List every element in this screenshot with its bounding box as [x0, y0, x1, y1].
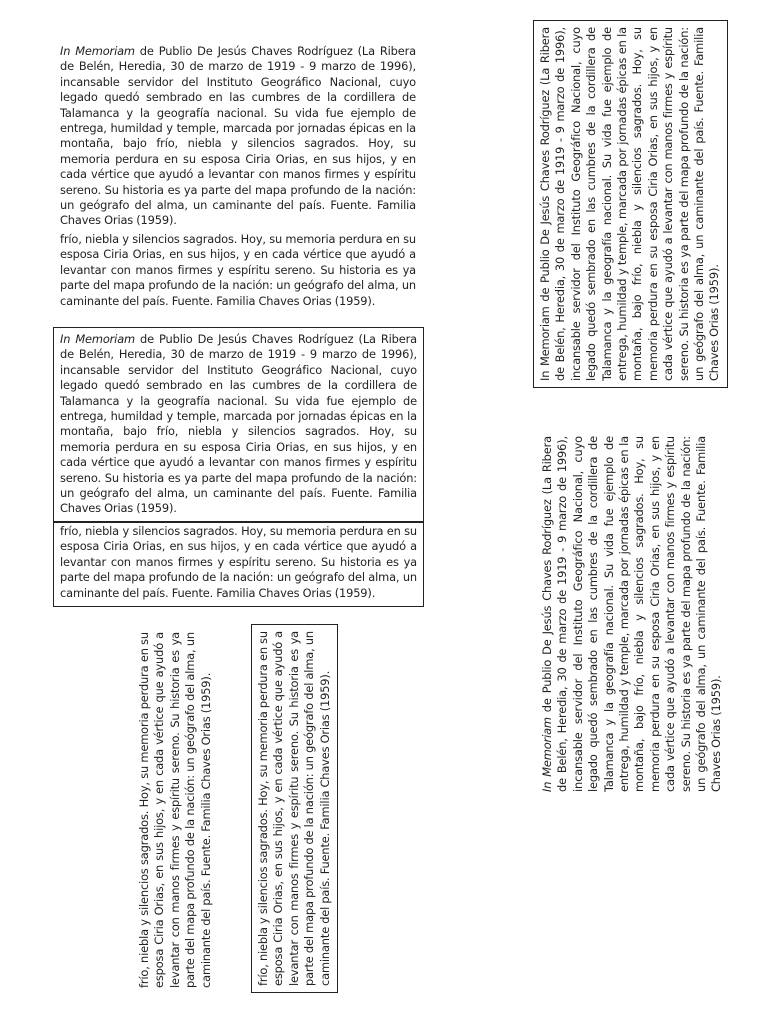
caption-italic-title: In Memoriam [60, 332, 135, 346]
caption-body-text: de Publio De Jesús Chaves Rodríguez (La Ribera de Belén, Heredia, 30 de marzo de 1919 - 9 marzo de 1996), incansable servidor del Instituto Geográfico Nacional, cuyo legado quedó sembrado en las cumbres de la cordillera de Talamanca y la geografía nacional. Su vida fue ejemplo de entrega, humildad y temple, marcada por jornadas épicas en la montaña, bajo frío, niebla y silencios sagrados. Hoy, su memoria perdura en su esposa Ciria Orias, en sus hijos, y en cada vértice que ayudó a levantar con manos firmes y espíritu sereno. Su historia es ya parte del mapa profundo de la nación: un geógrafo del alma, un caminante del país. Fuente. Familia Chaves Orias (1959). [538, 27, 722, 381]
caption-body-text: de Publio De Jesús Chaves Rodríguez (La Ribera de Belén, Heredia, 30 de marzo de 1919 - 9 marzo de 1996), incansable servidor del Instituto Geográfico Nacional, cuyo legado quedó sembrado en las cumbres de la cordillera de Talamanca y la geografía nacional. Su vida fue ejemplo de entrega, humildad y temple, marcada por jornadas épicas en la montaña, bajo frío, niebla y silencios sagrados. Hoy, su memoria perdura en su esposa Ciria Orias, en sus hijos, y en cada vértice que ayudó a levantar con manos firmes y espíritu sereno. Su historia es ya parte del mapa profundo de la nación: un geógrafo del alma, un caminante del país. Fuente. Familia Chaves Orias (1959). [60, 44, 416, 228]
caption-body-text: de Publio De Jesús Chaves Rodríguez (La Ribera de Belén, Heredia, 30 de marzo de 1919 - 9 marzo de 1996), incansable servidor del Instituto Geográfico Nacional, cuyo legado quedó sembrado en las cumbres de la cordillera de Talamanca y la geografía nacional. Su vida fue ejemplo de entrega, humildad y temple, marcada por jornadas épicas en la montaña, bajo frío, niebla y silencios sagrados. Hoy, su memoria perdura en su esposa Ciria Orias, en sus hijos, y en cada vértice que ayudó a levantar con manos firmes y espíritu sereno. Su historia es ya parte del mapa profundo de la nación: un geógrafo del alma, un caminante del país. Fuente. Familia Chaves Orias (1959). [540, 436, 724, 792]
memorial-caption-excerpt-rotated-boxed: frío, niebla y silencios sagrados. Hoy, su memoria perdura en su esposa Ciria Orias, en sus hijos, y en cada vértice que ayudó a levantar con manos firmes y espíritu sereno. Su historia es ya parte del mapa profundo de la nación: un geógrafo del alma, un caminante del país. Fuente. Familia Chaves Orias (1959). [251, 624, 338, 993]
caption-italic-title: In Memoriam [540, 717, 554, 792]
memorial-caption-excerpt-rotated: frío, niebla y silencios sagrados. Hoy, su memoria perdura en su esposa Ciria Orias, en sus hijos, y en cada vértice que ayudó a levantar con manos firmes y espíritu sereno. Su historia es ya parte del mapa profundo de la nación: un geógrafo del alma, un caminante del país. Fuente. Familia Chaves Orias (1959). [137, 632, 213, 988]
memorial-caption-full-boxed [53, 327, 424, 523]
memorial-caption-full-rotated-boxed [533, 20, 728, 388]
memorial-caption-excerpt-boxed: frío, niebla y silencios sagrados. Hoy, su memoria perdura en su esposa Ciria Orias, en sus hijos, y en cada vértice que ayudó a levantar con manos firmes y espíritu sereno. Su historia es ya parte del mapa profundo de la nación: un geógrafo del alma, un caminante del país. Fuente. Familia Chaves Orias (1959). [53, 521, 424, 607]
memorial-caption-excerpt: frío, niebla y silencios sagrados. Hoy, su memoria perdura en su esposa Ciria Orias, en sus hijos, y en cada vértice que ayudó a levantar con manos firmes y espíritu sereno. Su historia es ya parte del mapa profundo de la nación: un geógrafo del alma, un caminante del país. Fuente. Familia Chaves Orias (1959). [60, 232, 416, 308]
memorial-caption-full-rotated [540, 436, 725, 792]
caption-body-text: de Publio De Jesús Chaves Rodríguez (La Ribera de Belén, Heredia, 30 de marzo de 1919 - 9 marzo de 1996), incansable servidor del Instituto Geográfico Nacional, cuyo legado quedó sembrado en las cumbres de la cordillera de Talamanca y la geografía nacional. Su vida fue ejemplo de entrega, humildad y temple, marcada por jornadas épicas en la montaña, bajo frío, niebla y silencios sagrados. Hoy, su memoria perdura en su esposa Ciria Orias, en sus hijos, y en cada vértice que ayudó a levantar con manos firmes y espíritu sereno. Su historia es ya parte del mapa profundo de la nación: un geógrafo del alma, un caminante del país. Fuente. Familia Chaves Orias (1959). [60, 332, 417, 516]
caption-italic-title: In Memoriam [60, 44, 135, 58]
memorial-caption-full [60, 44, 416, 229]
caption-title-text: In Memoriam [538, 306, 552, 381]
